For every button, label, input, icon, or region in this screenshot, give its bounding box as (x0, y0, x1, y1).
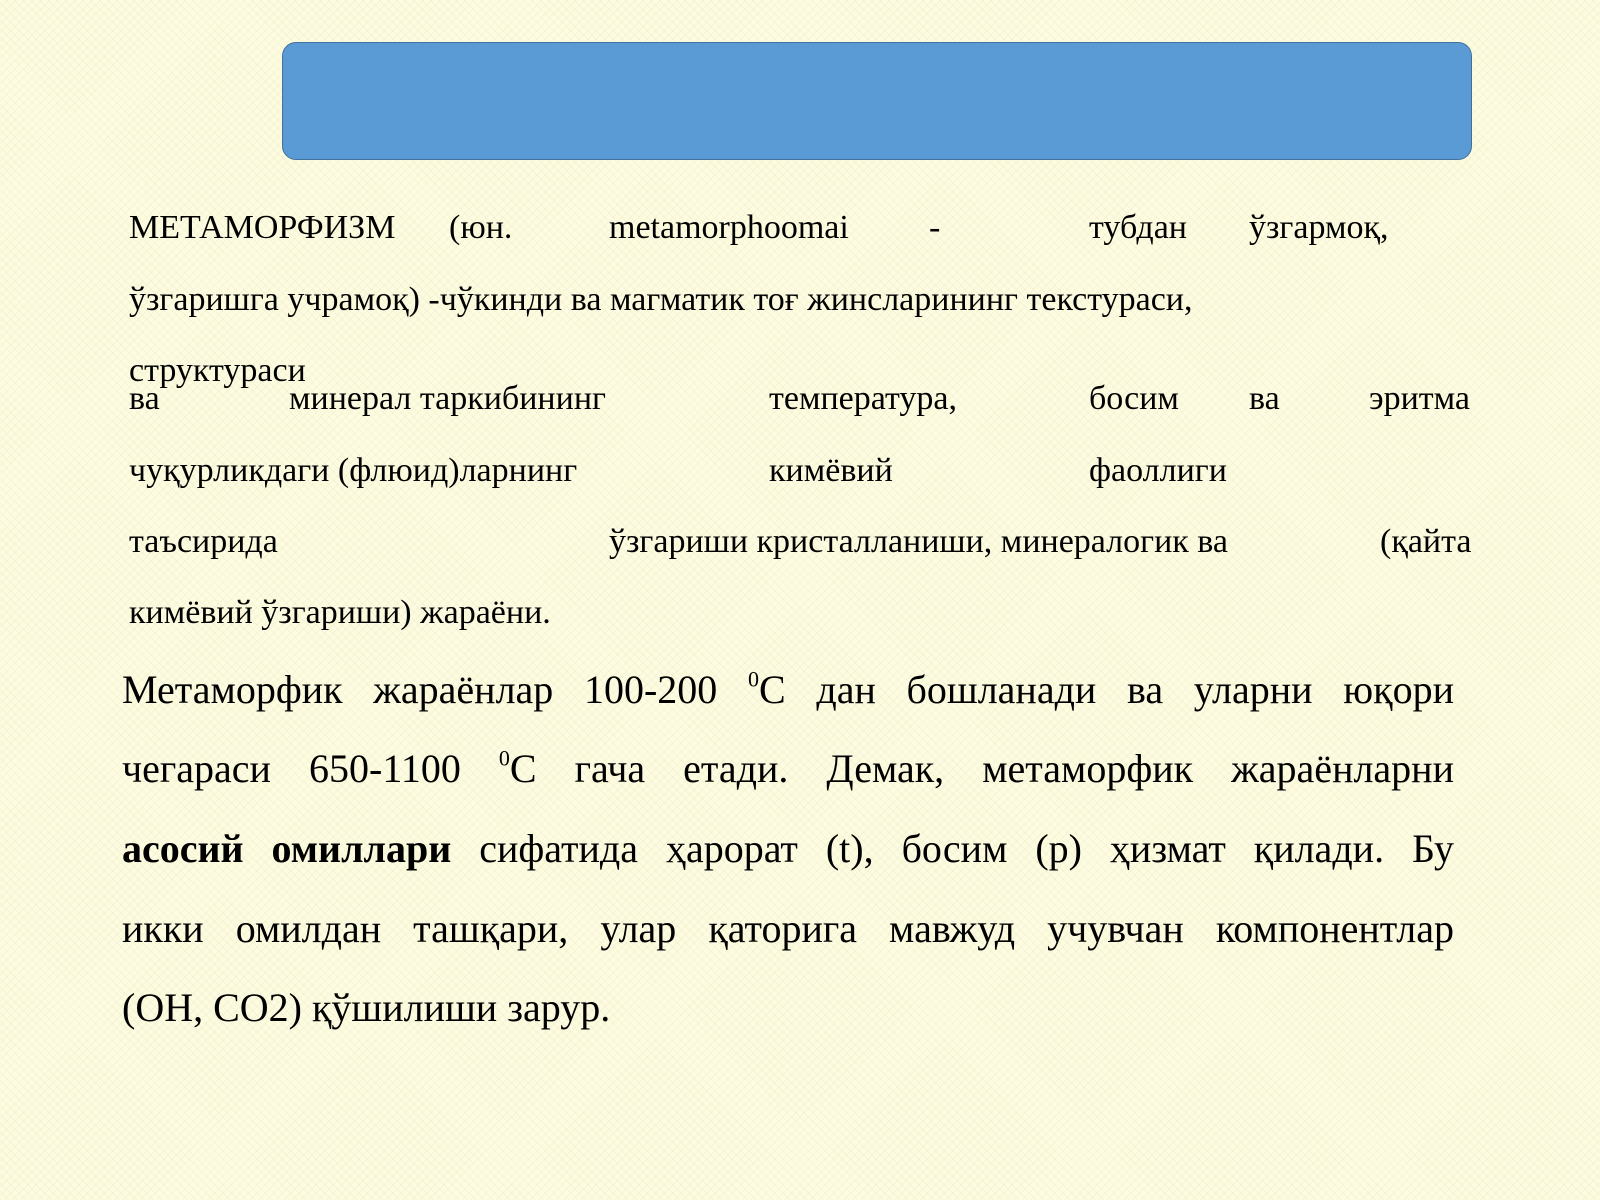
title-box (282, 42, 1472, 160)
definition-word: (қайта (1380, 523, 1472, 560)
paragraph-line-3: асосий омиллари сифатида ҳарорат (t), босим (p) ҳизмат қилади. Бу (122, 826, 1454, 871)
definition-word: кимёвий (769, 452, 893, 489)
definition-word: чуқурликдаги (флюид)ларнинг (129, 452, 578, 489)
definition-line-3: структураси (129, 352, 306, 389)
key-factors-bold: асосий омиллари (122, 826, 452, 871)
definition-word: температура, (769, 380, 957, 417)
definition-word: таъсирида (129, 523, 278, 560)
definition-word: ва (129, 380, 160, 417)
definition-word: ўзгармоқ, (1249, 209, 1389, 246)
definition-word: ўзгариши кристалланиши, минералогик ва (609, 523, 1229, 560)
definition-term: МЕТАМОРФИЗМ (129, 209, 396, 246)
paragraph-line-2: чегараси 650-1100 $^0$С гача етади. Демак, метаморфик жараёнларни (122, 745, 1454, 791)
definition-word: ва (1249, 380, 1280, 417)
definition-line-2: ўзгаришга учрамоқ) -чўкинди ва магматик тоғ жинсларининг текстураси, (129, 281, 1193, 318)
definition-word: эритма (1369, 380, 1471, 417)
definition-word: фаоллиги (1089, 452, 1227, 489)
paragraph-line-5: (OH, CO2) қўшилиши зарур. (122, 985, 611, 1030)
definition-word: (юн. (449, 209, 513, 246)
definition-word: минерал таркибининг (289, 380, 606, 417)
paragraph-line-1: Метаморфик жараёнлар 100-200 $^0$С дан бошланади ва уларни юқори (122, 666, 1454, 712)
paragraph-line-4: икки омилдан ташқари, улар қаторига мавжуд учувчан компонентлар (122, 906, 1454, 951)
definition-word: босим (1089, 380, 1179, 417)
definition-word: тубдан (1089, 209, 1187, 246)
definition-line-7: кимёвий ўзгариши) жараёни. (129, 594, 551, 631)
definition-word: - (929, 209, 941, 246)
definition-word: metamorphoomai (609, 209, 849, 246)
